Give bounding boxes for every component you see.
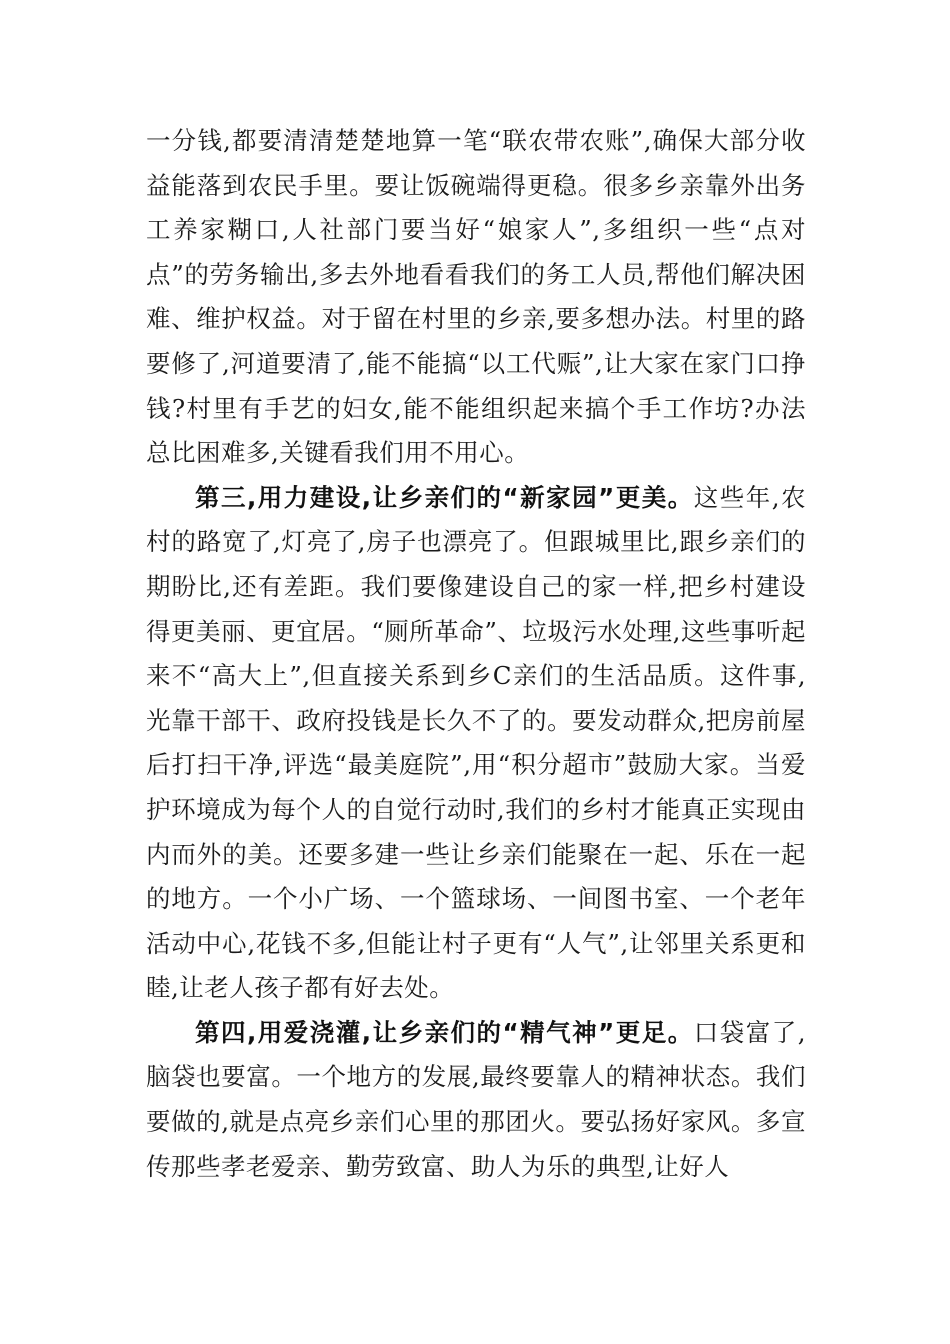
document-body — [146, 119, 806, 1189]
paragraph-text: 这些年,农村的路宽了,灯亮了,房子也漂亮了。但跟城里比,跟乡亲们的期盼比,还有差距。我们要像建设自己的家一样,把乡村建设得更美丽、更宜居。“厕所革命”、垃圾污水处理,这些事听起来不“高大上”,但直接关系到乡C亲们的生活品质。这件事,光靠干部干、政府投钱是长久不了的。要发动群众,把房前屋后打扫干净,评选“最美庭院”,用“积分超市”鼓励大家。当爱护环境成为每个人的自觉行动时,我们的乡村才能真正实现由内而外的美。还要多建一些让乡亲们能聚在一起、乐在一起的地方。一个小广场、一个篮球场、一间图书室、一个老年活动中心,花钱不多,但能让村子更有“人气”,让邻里关系更和睦,让老人孩子都有好去处。 — [146, 482, 806, 1003]
paragraph-heading: 第四,用爱浇灌,让乡亲们的“精气神”更足。 — [195, 1017, 694, 1047]
paragraph-third-point — [146, 476, 806, 1011]
paragraph-continuation — [146, 119, 806, 476]
paragraph-heading: 第三,用力建设,让乡亲们的“新家园”更美。 — [195, 482, 694, 512]
paragraph-fourth-point — [146, 1011, 806, 1189]
paragraph-text: 口袋富了,脑袋也要富。一个地方的发展,最终要靠人的精神状态。我们要做的,就是点亮乡亲们心里的那团火。要弘扬好家风。多宣传那些孝老爱亲、勤劳致富、助人为乐的典型,让好人 — [146, 1017, 806, 1181]
paragraph-text: 一分钱,都要清清楚楚地算一笔“联农带农账”,确保大部分收益能落到农民手里。要让饭碗端得更稳。很多乡亲靠外出务工养家糊口,人社部门要当好“娘家人”,多组织一些“点对点”的劳务输出,多去外地看看我们的务工人员,帮他们解决困难、维护权益。对于留在村里的乡亲,要多想办法。村里的路要修了,河道要清了,能不能搞“以工代赈”,让大家在家门口挣钱?村里有手艺的妇女,能不能组织起来搞个手工作坊?办法总比困难多,关键看我们用不用心。 — [146, 126, 806, 468]
